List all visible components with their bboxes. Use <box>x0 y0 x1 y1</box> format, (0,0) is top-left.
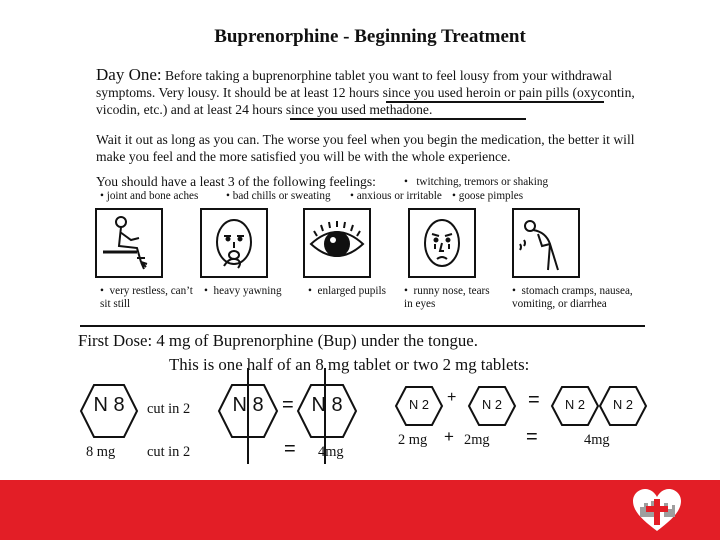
feeling-item <box>350 190 442 203</box>
bullet-dot: • <box>308 285 312 297</box>
feeling-item <box>452 190 523 203</box>
wait-paragraph: Wait it out as long as you can. The worse you feel when you begin the medication, the better it will make you feel and the more satisfied you will be with the whole experience. <box>96 132 635 164</box>
feeling-text: joint and bone aches <box>106 190 199 202</box>
symptom-label <box>404 285 494 310</box>
bullet-dot: • <box>404 176 408 188</box>
n2-tablet-label: N 2 <box>409 397 429 412</box>
bullet-dot: • <box>226 190 230 202</box>
bullet-dot: • <box>100 190 104 202</box>
underline-24-hours <box>290 118 526 120</box>
n2-tablet-label: N 2 <box>565 397 585 412</box>
equals-sign: = <box>282 394 294 416</box>
n8-tablet-label: N 8 <box>311 394 343 416</box>
feeling-item <box>100 190 198 203</box>
symptom-label <box>512 285 657 310</box>
symptom-label <box>204 285 304 298</box>
feeling-text: bad chills or sweating <box>232 190 331 202</box>
bullet-dot: • <box>512 285 516 297</box>
yawning-face-icon <box>200 208 268 278</box>
cut-in-2-label: cut in 2 <box>147 444 191 460</box>
mg-8-label: 8 mg <box>86 444 116 460</box>
bullet-dot: • <box>100 285 104 297</box>
section-divider <box>80 325 645 327</box>
symptom-text: enlarged pupils <box>317 285 386 297</box>
runny-nose-face-icon <box>408 208 476 278</box>
enlarged-pupil-eye-icon <box>303 208 371 278</box>
bullet-dot: • <box>350 190 354 202</box>
plus-sign: + <box>447 389 457 406</box>
symptom-text: heavy yawning <box>213 285 282 297</box>
day-one-colon: : <box>156 65 162 84</box>
n8-tablet-label: N 8 <box>93 394 125 416</box>
first-dose-line: First Dose: 4 mg of Buprenorphine (Bup) under the tongue. <box>78 331 478 350</box>
underline-12-hours <box>386 101 604 103</box>
bullet-dot: • <box>452 190 456 202</box>
equals-sign: = <box>284 438 296 460</box>
heart-cross-skyline-logo <box>630 487 684 533</box>
equals-sign: = <box>526 426 538 448</box>
n2-tablet-label: N 2 <box>482 397 502 412</box>
feeling-text: anxious or irritable <box>356 190 442 202</box>
stomach-cramps-person-icon <box>512 208 580 278</box>
symptom-label <box>308 285 408 298</box>
feeling-item <box>404 176 548 189</box>
mg-2-label: 2mg <box>464 432 490 448</box>
mg-4-total-label: 4mg <box>584 432 610 448</box>
equals-sign: = <box>528 389 540 411</box>
mg-4-label: 4mg <box>318 444 344 460</box>
n8-halved-label: N 8 <box>232 394 264 416</box>
symptom-text: very restless, can’t sit still <box>100 285 193 310</box>
day-one-label: Day One <box>96 65 157 84</box>
plus-sign: + <box>444 427 454 446</box>
footer-band <box>0 480 720 540</box>
day-one-text: Before taking a buprenorphine tablet you want to feel lousy from your withdrawal symptoms. Very lousy. It should be at least 12 hours since you used heroin or pain pills (oxycontin, vicodin, etc.) and at least 24 hours since you used methadone. <box>96 68 635 117</box>
symptom-text: stomach cramps, nausea, vomiting, or diarrhea <box>512 285 633 310</box>
restless-person-icon <box>95 208 163 278</box>
feeling-text: twitching, tremors or shaking <box>416 176 549 188</box>
first-dose-subline: This is one half of an 8 mg tablet or two 2 mg tablets: <box>169 355 530 374</box>
feeling-text: goose pimples <box>458 190 524 202</box>
day-one-paragraph <box>96 66 636 118</box>
n2-tablet-label: N 2 <box>613 397 633 412</box>
page-title: Buprenorphine - Beginning Treatment <box>214 26 526 47</box>
feeling-item <box>226 190 331 203</box>
mg-2-label: 2 mg <box>398 432 428 448</box>
bullet-dot: • <box>204 285 208 297</box>
symptom-label <box>100 285 195 310</box>
bullet-dot: • <box>404 285 408 297</box>
symptom-text: runny nose, tears in eyes <box>404 285 490 310</box>
cut-in-2-label: cut in 2 <box>147 401 191 417</box>
feelings-heading: You should have a least 3 of the following feelings: <box>96 174 376 189</box>
